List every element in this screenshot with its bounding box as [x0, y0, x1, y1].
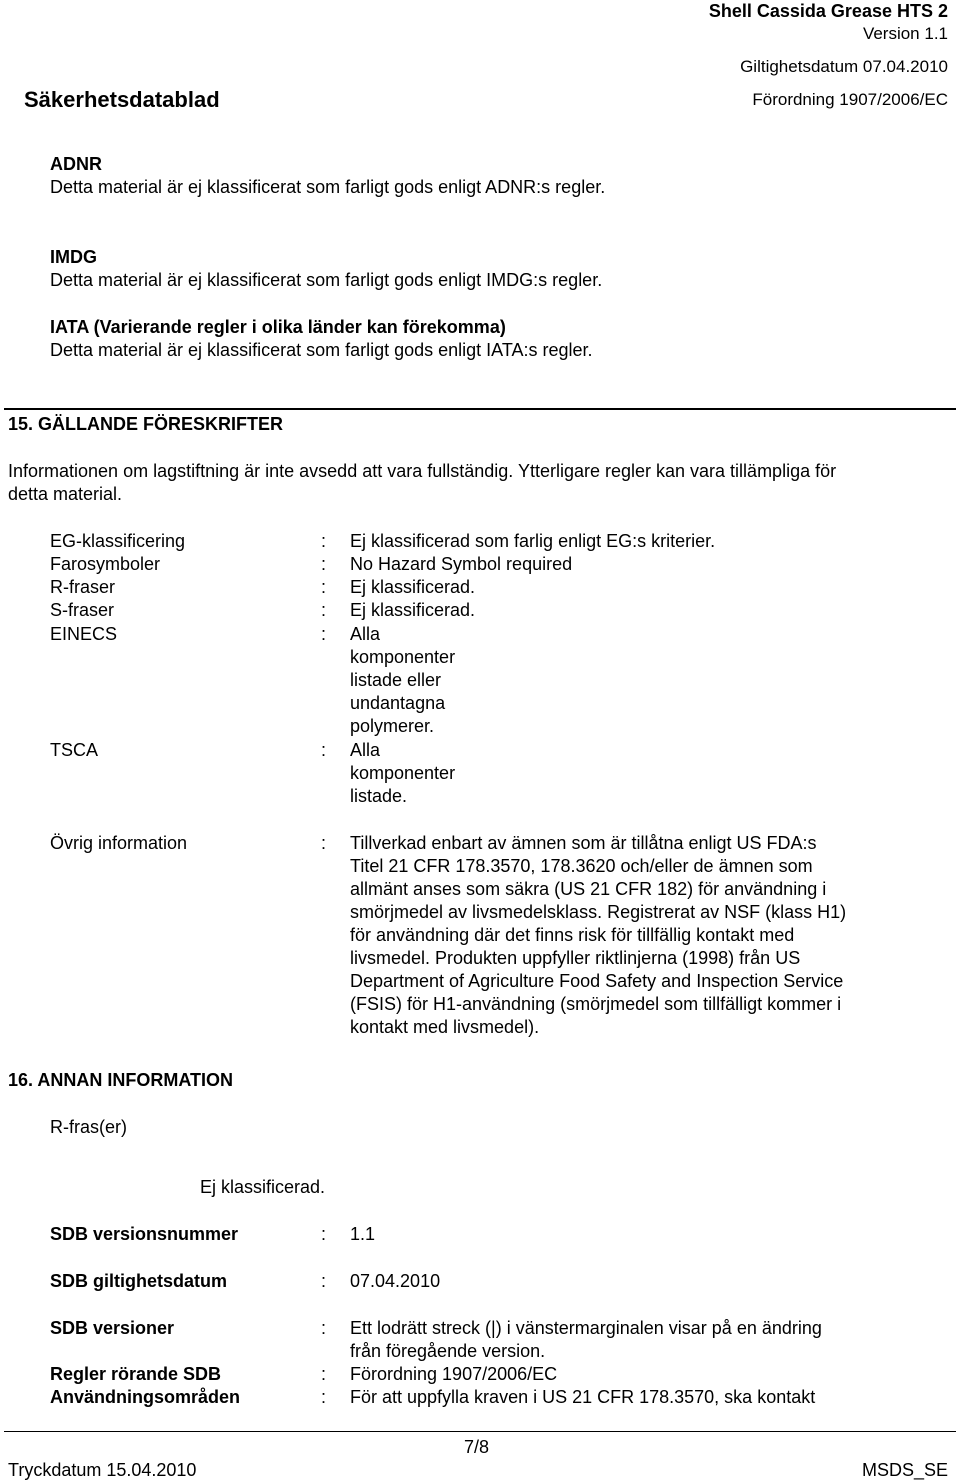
- adnr-text: Detta material är ej klassificerat som farligt gods enligt ADNR:s regler.: [50, 177, 606, 197]
- row-value-einecs-line: Alla: [350, 624, 381, 644]
- document-title: Säkerhetsdatablad: [24, 87, 220, 112]
- product-name: Shell Cassida Grease HTS 2: [708, 1, 948, 21]
- row-colon: :: [321, 554, 327, 574]
- row-label-other-information: Övrig information: [50, 833, 188, 853]
- row-value-other-info-line: smörjmedel av livsmedelsklass. Registrerat av NSF (klass H1): [350, 902, 847, 922]
- row-value-sdb-version-number: 1.1: [350, 1224, 376, 1244]
- r-phrase-label: R-fras(er): [50, 1117, 127, 1137]
- row-label-r-phrases: R-fraser: [50, 577, 116, 597]
- row-colon: :: [321, 833, 327, 853]
- row-value-eg-classification: Ej klassificerad som farlig enligt EG:s kriterier.: [350, 531, 716, 551]
- row-value-tsca-line: komponenter: [350, 763, 456, 783]
- row-value-einecs-line: komponenter: [350, 647, 456, 667]
- row-value-hazard-symbols: No Hazard Symbol required: [350, 554, 573, 574]
- row-label-tsca: TSCA: [50, 740, 99, 760]
- row-value-other-info-line: kontakt med livsmedel).: [350, 1017, 540, 1037]
- section-15-intro-line1: Informationen om lagstiftning är inte avsedd att vara fullständig. Ytterligare regler kan vara tillämpliga för: [8, 461, 837, 481]
- iata-heading: IATA (Varierande regler i olika länder kan förekomma): [50, 317, 506, 337]
- row-value-other-info-line: Tillverkad enbart av ämnen som är tillåtna enligt US FDA:s: [350, 833, 817, 853]
- iata-text: Detta material är ej klassificerat som farligt gods enligt IATA:s regler.: [50, 340, 593, 360]
- row-value-tsca-line: listade.: [350, 786, 408, 806]
- section-16-heading: 16. ANNAN INFORMATION: [8, 1070, 233, 1090]
- row-value-einecs-line: undantagna: [350, 693, 446, 713]
- validity-date: Giltighetsdatum 07.04.2010: [740, 57, 948, 76]
- row-colon: :: [321, 531, 327, 551]
- row-value-other-info-line: för användning där det finns risk för tillfällig kontakt med: [350, 925, 795, 945]
- page-number: 7/8: [464, 1437, 490, 1457]
- row-value-sdb-versions-line: från föregående version.: [350, 1341, 546, 1361]
- row-colon: :: [321, 577, 327, 597]
- row-colon: :: [321, 1271, 327, 1291]
- adnr-heading: ADNR: [50, 154, 102, 174]
- row-value-other-info-line: allmänt anses som säkra (US 21 CFR 182) för användning i: [350, 879, 827, 899]
- row-value-s-phrases: Ej klassificerad.: [350, 600, 476, 620]
- row-value-tsca-line: Alla: [350, 740, 381, 760]
- row-value-einecs-line: listade eller: [350, 670, 442, 690]
- row-value-sdb-regulations: Förordning 1907/2006/EC: [350, 1364, 558, 1384]
- row-label-sdb-validity-date: SDB giltighetsdatum: [50, 1271, 228, 1291]
- row-label-eg-classification: EG-klassificering: [50, 531, 186, 551]
- row-value-other-info-line: livsmedel. Produkten uppfyller riktlinjerna (1998) från US: [350, 948, 801, 968]
- row-label-sdb-regulations: Regler rörande SDB: [50, 1364, 222, 1384]
- row-label-s-phrases: S-fraser: [50, 600, 115, 620]
- row-label-einecs: EINECS: [50, 624, 118, 644]
- imdg-text: Detta material är ej klassificerat som farligt gods enligt IMDG:s regler.: [50, 270, 603, 290]
- row-colon: :: [321, 1224, 327, 1244]
- row-label-sdb-version-number: SDB versionsnummer: [50, 1224, 239, 1244]
- section-15-intro-line2: detta material.: [8, 484, 123, 504]
- regulation-ref: Förordning 1907/2006/EC: [752, 90, 948, 109]
- row-value-other-info-line: Titel 21 CFR 178.3570, 178.3620 och/eller de ämnen som: [350, 856, 813, 876]
- row-label-sdb-versions: SDB versioner: [50, 1318, 175, 1338]
- imdg-heading: IMDG: [50, 247, 97, 267]
- row-colon: :: [321, 740, 327, 760]
- row-value-sdb-versions-line: Ett lodrätt streck (|) i vänstermarginalen visar på en ändring: [350, 1318, 822, 1338]
- row-value-sdb-validity-date: 07.04.2010: [350, 1271, 441, 1291]
- section-15-divider: [4, 408, 956, 410]
- version-label: Version 1.1: [862, 24, 948, 43]
- row-value-application-areas: För att uppfylla kraven i US 21 CFR 178.3570, ska kontakt: [350, 1387, 816, 1407]
- row-label-hazard-symbols: Farosymboler: [50, 554, 161, 574]
- row-colon: :: [321, 1318, 327, 1338]
- row-value-r-phrases: Ej klassificerad.: [350, 577, 476, 597]
- row-label-application-areas: Användningsområden: [50, 1387, 241, 1407]
- print-date: Tryckdatum 15.04.2010: [8, 1460, 197, 1480]
- row-value-einecs-line: polymerer.: [350, 716, 435, 736]
- row-value-other-info-line: Department of Agriculture Food Safety and Inspection Service: [350, 971, 844, 991]
- row-colon: :: [321, 624, 327, 644]
- r-phrase-value: Ej klassificerad.: [200, 1177, 326, 1197]
- row-value-other-info-line: (FSIS) för H1-användning (smörjmedel som tillfälligt kommer i: [350, 994, 842, 1014]
- row-colon: :: [321, 1387, 327, 1407]
- row-colon: :: [321, 1364, 327, 1384]
- row-colon: :: [321, 600, 327, 620]
- footer-divider: [4, 1431, 956, 1432]
- document-code: MSDS_SE: [861, 1460, 948, 1480]
- section-15-heading: 15. GÄLLANDE FÖRESKRIFTER: [8, 414, 284, 434]
